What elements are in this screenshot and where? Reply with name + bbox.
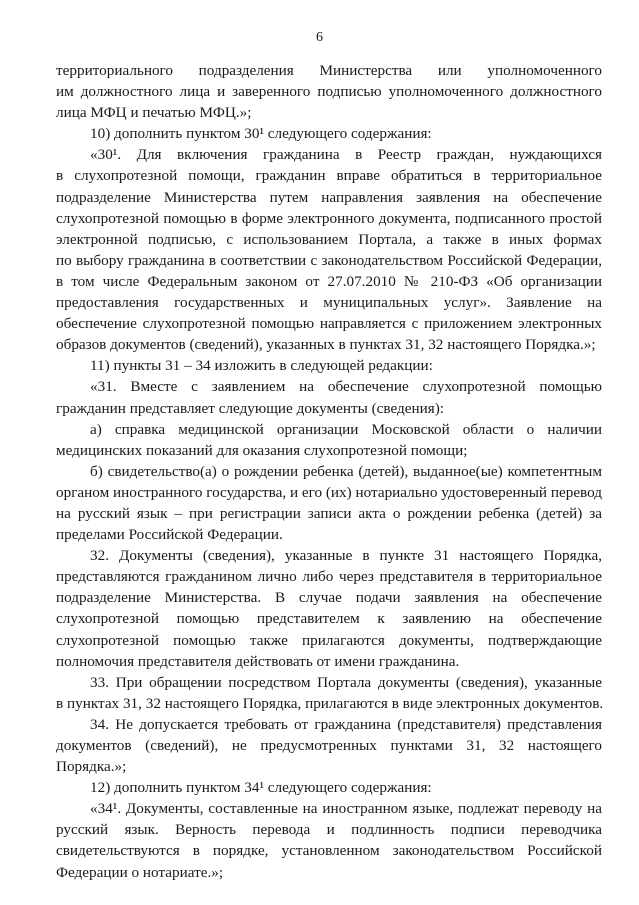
paragraph-line: б) свидетельство(а) о рождении ребенка (детей), выданное(ые) компетентным [90,462,602,480]
paragraph-p7 [56,545,602,672]
paragraph-line: пределами Российской Федерации. [56,526,283,544]
paragraph-line: по выбору гражданина в соответствии с законодательством Российской Федерации, [56,251,602,269]
paragraph-line: полномочия представителя действовать от имени гражданина. [56,652,460,670]
paragraph-p11 [56,798,602,882]
paragraph-line: медицинских показаний для оказания слухопротезной помощи; [56,441,468,459]
paragraph-line: в том числе Федеральным законом от 27.07.2010 № 210-ФЗ «Об организации [56,272,602,290]
paragraph-p4 [56,376,602,418]
paragraph-line: «34¹. Документы, составленные на иностранном языке, подлежат переводу на [90,800,602,818]
paragraph-line: территориального подразделения Министерства или уполномоченного [56,62,602,79]
paragraph-line: а) справка медицинской организации Московской области о наличии [90,420,602,438]
paragraph-line: слухопротезной помощью представителем к заявлению на обеспечение [56,610,602,628]
paragraph-p9 [56,714,602,777]
paragraph-line: подразделение Министерства путем направления заявления на обеспечение [56,188,602,206]
paragraph-p10 [56,777,602,798]
paragraph-line: 32. Документы (сведения), указанные в пункте 31 настоящего Порядка, [90,547,602,565]
paragraph-line: обеспечение слухопротезной помощью направляется с приложением электронных [56,315,602,333]
paragraph-line: электронной подписью, с использованием Портала, а также в иных формах [56,230,602,248]
paragraph-line: в пунктах 31, 32 настоящего Порядка, прилагаются в виде электронных документов. [56,694,604,712]
paragraph-line: им должностного лица и заверенного подписью уполномоченного должностного [56,83,602,101]
paragraph-line: слухопротезной помощью также прилагаются документы, подтверждающие [56,631,602,649]
paragraph-line: 33. При обращении посредством Портала документы (сведения), указанные [90,673,602,691]
paragraph-line: слухопротезной помощью в форме электронного документа, подписанного простой [56,209,602,227]
paragraph-line: «30¹. Для включения гражданина в Реестр граждан, нуждающихся [90,146,602,164]
paragraph-p6 [56,461,602,545]
paragraph-line: «31. Вместе с заявлением на обеспечение слухопротезной помощью [90,378,602,396]
paragraph-p8 [56,672,602,714]
paragraph-line: представляются гражданином лично либо через представителя в территориальное [56,568,602,586]
paragraph-p2 [56,144,602,355]
document-body [56,60,602,883]
paragraph-line: 10) дополнить пунктом 30¹ следующего содержания: [90,125,432,143]
paragraph-line: предоставления государственных и муниципальных услуг». Заявление на [56,294,602,312]
paragraph-p3 [56,355,602,376]
paragraph-p1 [56,123,602,144]
paragraph-line: гражданин представляет следующие документы (сведения): [56,399,444,417]
paragraph-line: Порядка.»; [56,758,127,776]
paragraph-line: 12) дополнить пунктом 34¹ следующего содержания: [90,779,432,797]
paragraph-line: на русский язык – при регистрации записи акта о рождении ребенка (детей) за [56,504,602,522]
paragraph-line: документов (сведений), не предусмотренных пунктами 31, 32 настоящего [56,737,602,754]
paragraph-line: Федерации о нотариате.»; [56,863,224,881]
paragraph-p5 [56,419,602,461]
paragraph-line: в слухопротезной помощи, гражданин вправе обратиться в территориальное [56,167,602,185]
paragraph-line: 11) пункты 31 – 34 изложить в следующей редакции: [90,357,433,375]
paragraph-line: лица МФЦ и печатью МФЦ.»; [56,104,252,122]
paragraph-line: подразделение Министерства. В случае подачи заявления на обеспечение [56,589,602,607]
paragraph-line: свидетельствуются в порядке, установленном законодательством Российской [56,842,602,860]
paragraph-line: образов документов (сведений), указанных в пунктах 31, 32 настоящего Порядка.»; [56,336,596,354]
paragraph-line: русский язык. Верность перевода и подлинность подписи переводчика [56,821,602,839]
paragraph-line: 34. Не допускается требовать от гражданина (представителя) представления [90,715,602,733]
page-number: 6 [316,30,323,45]
paragraph-line: органом иностранного государства, и его (их) нотариально удостоверенный перевод [56,483,603,501]
paragraph-p0 [56,60,602,123]
